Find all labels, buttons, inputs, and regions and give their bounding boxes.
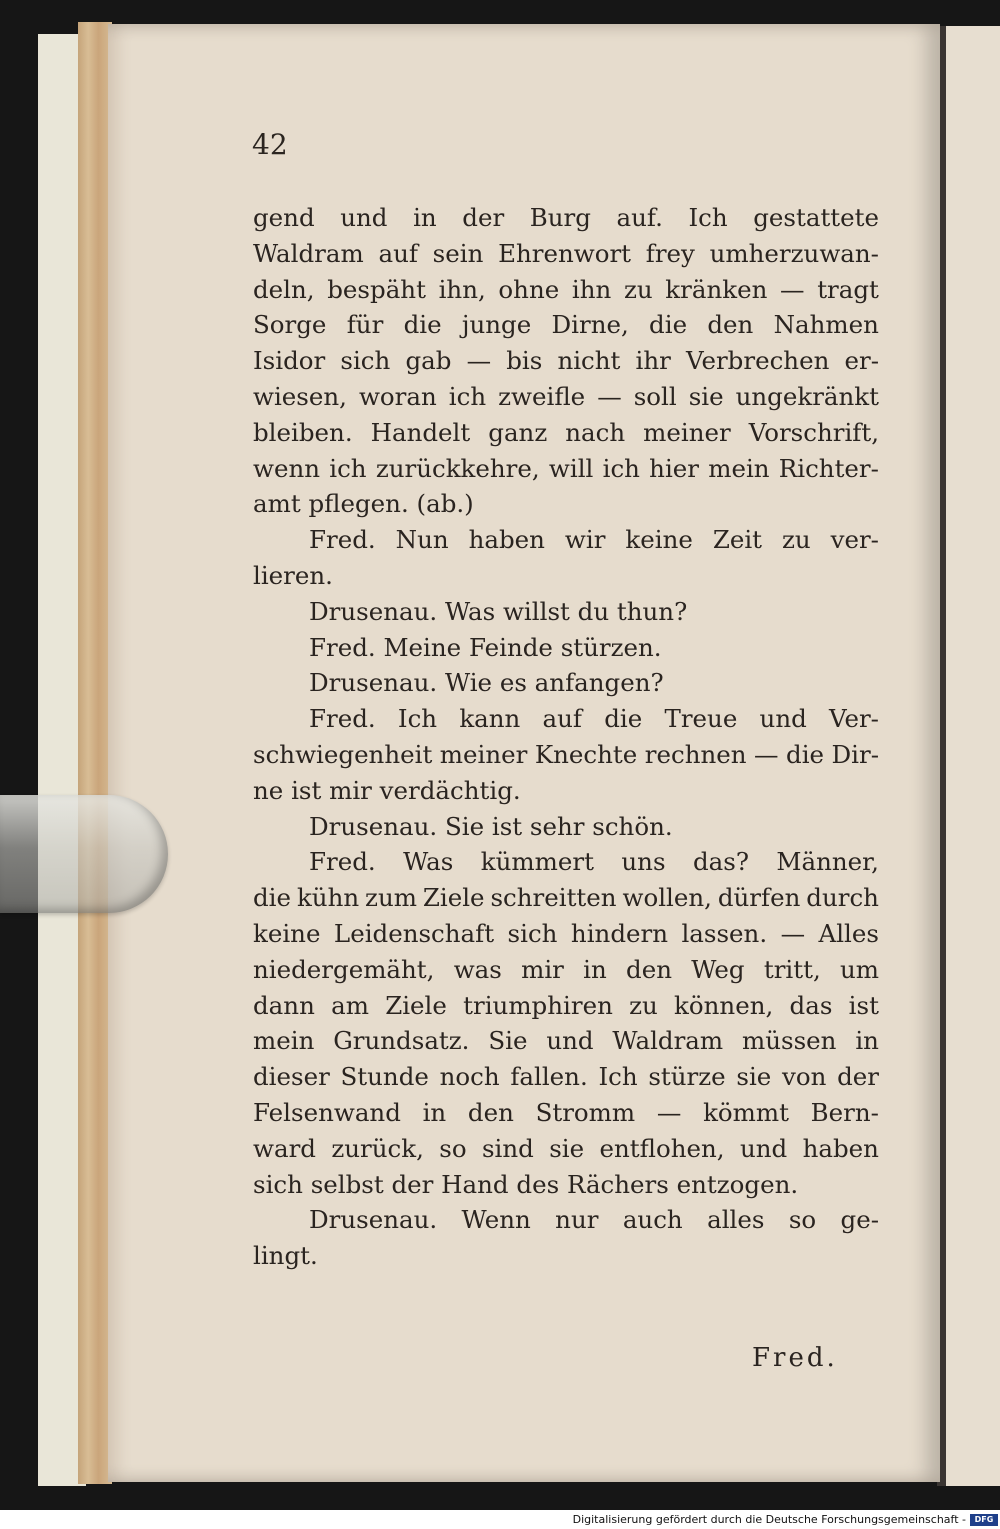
text-line: keine Leidenschaft sich hindern lassen. — Alles [253, 918, 879, 948]
page-clip [0, 795, 168, 913]
text-line: gend und in der Burg auf. Ich gestattete [253, 203, 879, 232]
catchword: Fred. [752, 1343, 838, 1373]
text-line: die kühn zum Ziele schreitten wollen, dürfen durch [253, 883, 879, 913]
text-line: wiesen, woran ich zweifle — soll sie ungekränkt [253, 381, 879, 411]
text-line: Fred. Nun haben wir keine Zeit zu ver- [309, 525, 879, 555]
text-line: lieren. [253, 560, 333, 590]
dfg-logo: DFG [970, 1514, 998, 1526]
text-line: schwiegenheit meiner Knechte rechnen — die Dir- [253, 739, 879, 769]
text-line: sich selbst der Hand des Rächers entzogen. [253, 1169, 799, 1199]
text-line: ne ist mir verdächtig. [253, 775, 521, 805]
text-line: deln, bespäht ihn, ohne ihn zu kränken — tragt [253, 274, 879, 304]
text-line: mein Grundsatz. Sie und Waldram müssen in [253, 1026, 879, 1056]
text-line: Drusenau. Wenn nur auch alles so ge- [309, 1205, 879, 1235]
page-number: 42 [252, 128, 288, 161]
page-text [253, 200, 879, 1274]
facing-page-edge [946, 26, 1000, 1486]
text-line: amt pflegen. (ab.) [253, 489, 474, 519]
footer-credit: Digitalisierung gefördert durch die Deutsche Forschungsgemeinschaft - [572, 1513, 966, 1526]
text-line: Fred. Was kümmert uns das? Männer, [309, 847, 879, 877]
text-line: Fred. Meine Feinde stürzen. [309, 632, 662, 662]
text-line: dieser Stunde noch fallen. Ich stürze sie von der [253, 1062, 879, 1092]
text-line: bleiben. Handelt ganz nach meiner Vorschrift, [253, 417, 879, 447]
text-line: lingt. [253, 1241, 318, 1271]
text-line: ward zurück, so sind sie entflohen, und haben [253, 1133, 879, 1163]
footer-bar [0, 1510, 1000, 1529]
text-line: wenn ich zurückkehre, will ich hier mein Richter- [253, 453, 879, 483]
text-line: Fred. Ich kann auf die Treue und Ver- [309, 704, 879, 734]
text-line: Felsenwand in den Stromm — kömmt Bern- [253, 1097, 879, 1127]
text-line: Sorge für die junge Dirne, die den Nahmen [253, 310, 879, 340]
text-line: Drusenau. Wie es anfangen? [309, 668, 664, 698]
text-line: Drusenau. Sie ist sehr schön. [309, 811, 673, 841]
text-line: dann am Ziele triumphiren zu können, das ist [253, 990, 879, 1020]
page-edges [78, 22, 112, 1484]
text-line: Drusenau. Was willst du thun? [309, 596, 688, 626]
text-line: Waldram auf sein Ehrenwort frey umherzuwan- [253, 238, 879, 268]
text-line: niedergemäht, was mir in den Weg tritt, um [253, 954, 879, 984]
text-line: Isidor sich gab — bis nicht ihr Verbrechen er- [253, 346, 879, 376]
